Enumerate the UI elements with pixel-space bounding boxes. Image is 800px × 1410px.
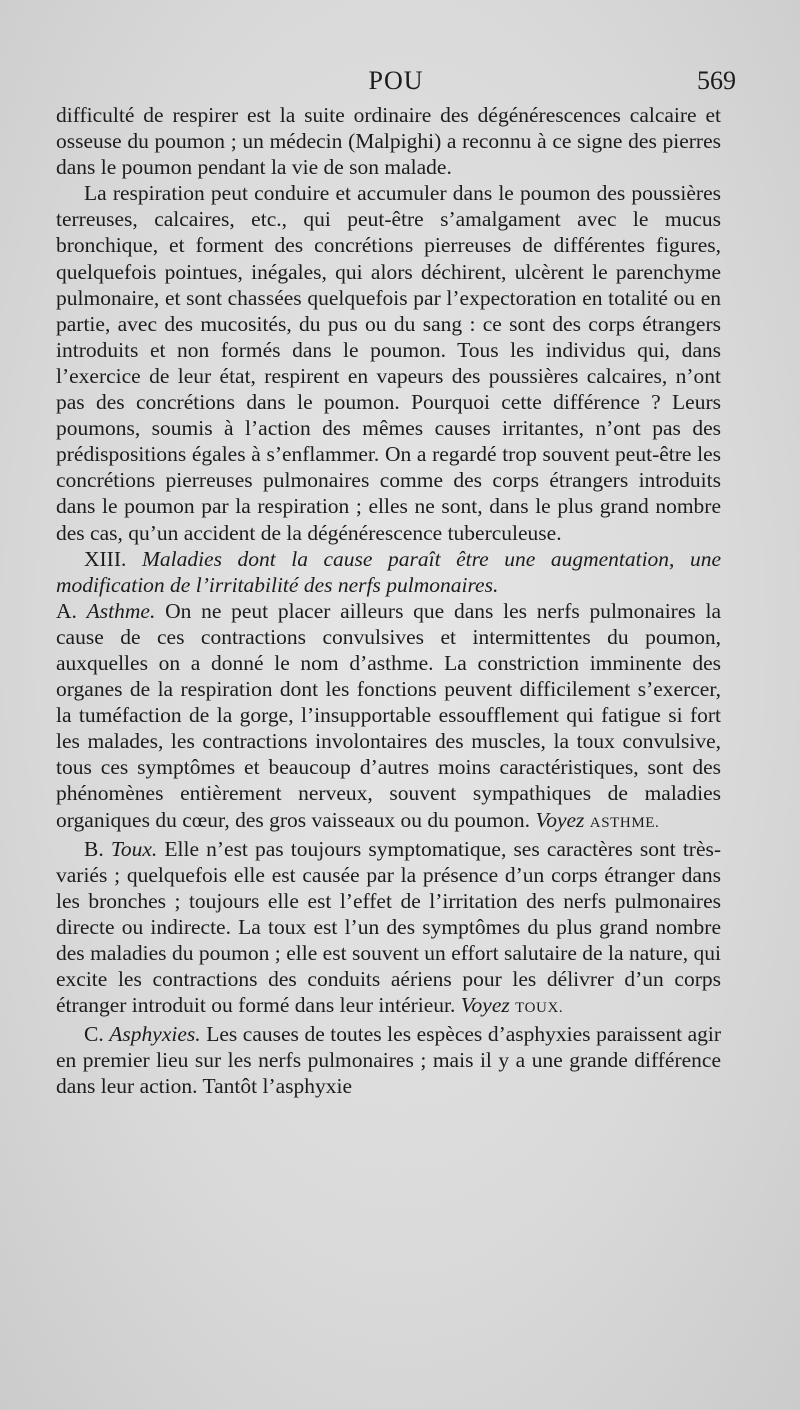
paragraph-asthme: A. Asthme. On ne peut placer ailleurs que dans les nerfs pulmonaires la cause de ces contractions convulsives et intermittentes du poumon, auxquelles on a donné le nom d’asthme. La constriction imminente des organes de la respiration dont les fonctions peuvent difficilement s’exercer, la tuméfaction de la gorge, l’insupportable essoufflement qui fatigue si fort les malades, les contractions involontaires des muscles, la toux convulsive, tous ces symptômes et beaucoup d’autres moins caractéristiques, sont des phénomènes entièrement nerveux, souvent sympathiques de maladies organiques du cœur, des gros vaisseaux ou du poumon. Voyez ASTHME. (56, 598, 722, 832)
section-number: XIII. (84, 546, 127, 571)
term-toux: Toux. (110, 836, 158, 861)
term-asthme: Asthme. (86, 598, 156, 623)
paragraph-respiration: La respiration peut conduire et accumuler dans le poumon des poussières terreuses, calcaires, etc., qui peut-être s’amalgament avec le mucus bronchique, et forment des concrétions pierreuses de différentes figures, quelquefois pointues, inégales, qui alors déchirent, ulcèrent le parenchyme pulmonaire, et sont chassées quelquefois par l’expectoration en totalité ou en partie, avec des mucosités, du pus ou du sang : ce sont des corps étrangers introduits et non formés dans le poumon. Tous les individus qui, dans l’exercice de leur état, respirent en vapeurs des poussières calcaires, n’ont pas des concrétions dans le poumon. Pourquoi cette différence ? Leurs poumons, soumis à l’action des mêmes causes irritantes, n’ont pas des prédispositions égales à s’enflammer. On a regardé trop souvent peut-être les concrétions pierreuses pulmonaires comme des corps étrangers introduits dans le poumon par la respiration ; elles ne sont, dans le plus grand nombre des cas, qu’un accident de la dégénérescence tuberculeuse. (56, 181, 721, 545)
page-header (56, 66, 736, 98)
page-number: 569 (697, 66, 736, 95)
term-asphyxies: Asphyxies. (109, 1022, 201, 1047)
section-title: Maladies dont la cause paraît être une augmentation, une modification de l’irritabilité des nerfs pulmonaires. (56, 546, 722, 597)
paragraph-asphyxies: C. Asphyxies. Les causes de toutes les espèces d’asphyxies paraissent agir en premier lieu sur les nerfs pulmonaires ; mais il y a une grande différence dans leur action. Tantôt l’asphyxie (56, 1022, 722, 1099)
cross-reference: TOUX. (515, 1000, 564, 1017)
paragraph-continuation: difficulté de respirer est la suite ordinaire des dégénérescences calcaire et osseuse du poumon ; un médecin (Malpighi) a reconnu à ce signe des pierres dans le poumon pendant la vie de son malade. (56, 103, 721, 180)
text-body (56, 102, 721, 1100)
paragraph-toux: B. Toux. Elle n’est pas toujours symptomatique, ses caractères sont très-variés ; quelquefois elle est causée par la présence d’un corps étranger dans les bronches ; toujours elle est l’effet de l’irritation des nerfs pulmonaires directe ou indirecte. La toux est l’un des symptômes du plus grand nombre des maladies du poumon ; elle est souvent un effort salutaire de la nature, qui excite les contractions des conduits aériens pour les délivrer d’un corps étranger introduit ou formé dans leur intérieur. Voyez TOUX. (56, 836, 722, 1018)
section-heading-xiii (56, 546, 721, 598)
cross-reference: ASTHME. (589, 814, 660, 831)
running-head: POU (368, 66, 424, 95)
